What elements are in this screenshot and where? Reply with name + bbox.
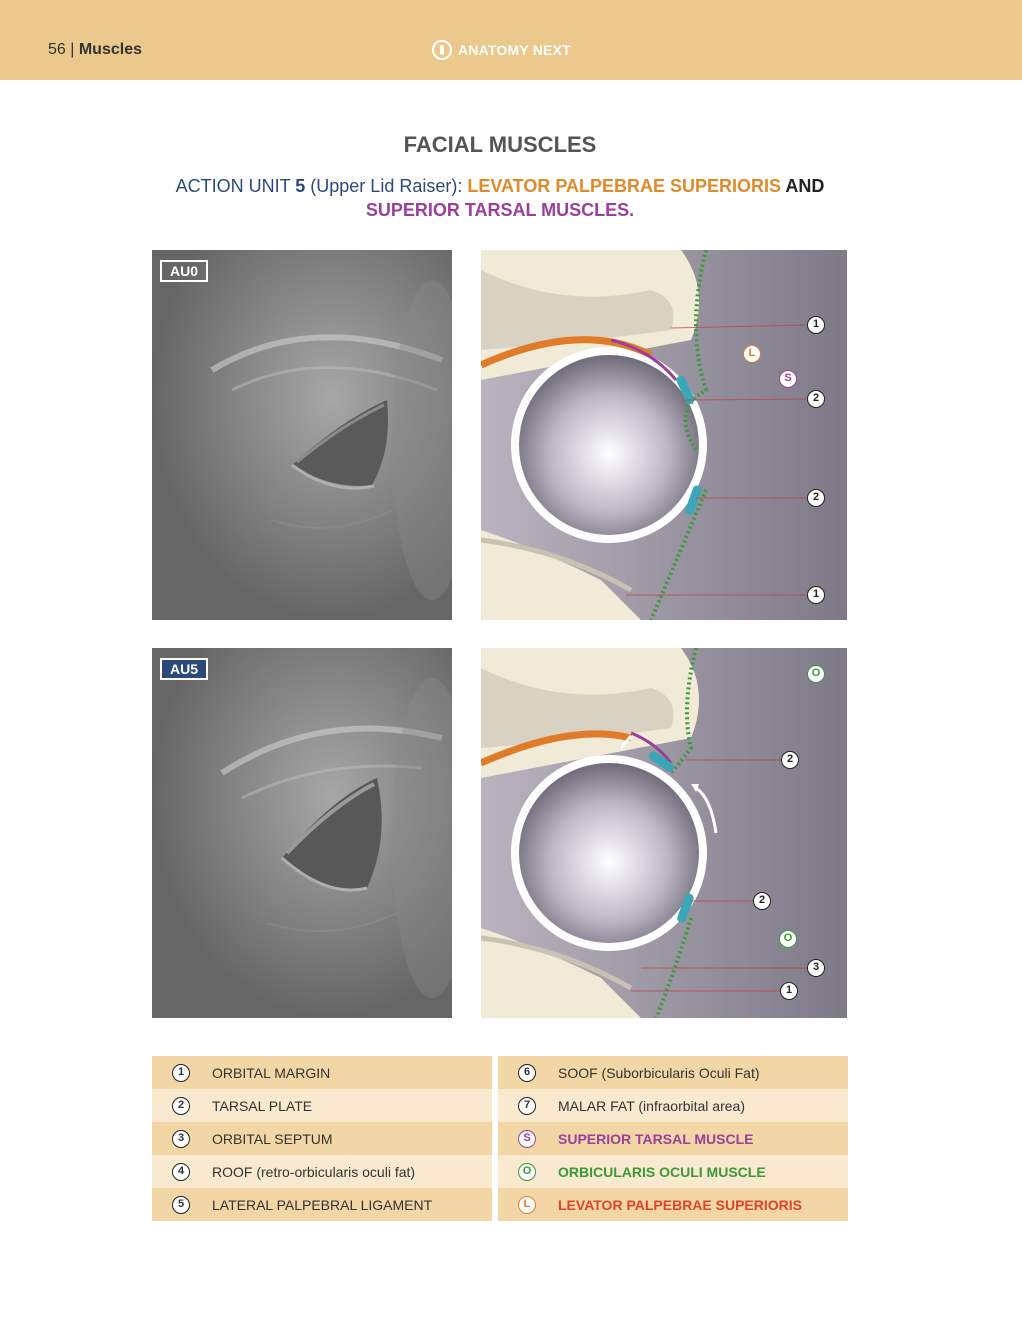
legend-item: [152, 1122, 492, 1155]
legend-number: S: [518, 1130, 536, 1148]
legend-label: TARSAL PLATE: [212, 1097, 313, 1114]
legend-label: ORBITAL MARGIN: [212, 1064, 331, 1081]
legend-number: 2: [172, 1097, 190, 1115]
page-number-section: 56 | Muscles: [48, 41, 142, 58]
callout-3: 3: [807, 959, 825, 977]
callout-1: 1: [780, 982, 798, 1000]
callout-2: 2: [807, 390, 825, 408]
callout-orbicularis: O: [807, 665, 825, 683]
legend-item: [498, 1155, 848, 1188]
eye-cross-section-au0: [481, 250, 847, 620]
eye-cross-section-au5: [481, 648, 847, 1018]
callout-2: 2: [807, 489, 825, 507]
legend-number: 3: [172, 1130, 190, 1148]
tag-au5: AU5: [160, 658, 208, 680]
legend-number: 6: [518, 1064, 536, 1082]
legend-label: ORBITAL SEPTUM: [212, 1130, 333, 1147]
section-title: Muscles: [78, 41, 142, 58]
page-number: 56: [48, 41, 66, 58]
callout-orbicularis: O: [779, 930, 797, 948]
legend-label: ORBICULARIS OCULI MUSCLE: [558, 1163, 766, 1180]
subtitle-unit-number: 5: [295, 176, 306, 196]
eye-photo-au5: [152, 648, 452, 1018]
legend-number: 5: [172, 1196, 190, 1214]
legend-item: [498, 1188, 848, 1221]
page-header: [0, 0, 1022, 80]
eye-diagram-au0: [481, 250, 847, 620]
callout-superior-tarsal: S: [779, 370, 797, 388]
page-subtitle: [0, 174, 1000, 222]
legend-label: MALAR FAT (infraorbital area): [558, 1097, 745, 1114]
legend-item: [152, 1089, 492, 1122]
callout-2: 2: [781, 751, 799, 769]
legend-label: LATERAL PALPEBRAL LIGAMENT: [212, 1196, 433, 1213]
eye-render-au5: [152, 648, 452, 1018]
brand-logo-icon: [432, 40, 452, 60]
legend-number: O: [518, 1163, 536, 1181]
legend-item: [152, 1056, 492, 1089]
legend-table: [152, 1056, 848, 1224]
callout-levator: L: [743, 345, 761, 363]
legend-item: [498, 1056, 848, 1089]
legend-label: ROOF (retro-orbicularis oculi fat): [212, 1163, 416, 1180]
legend-item: [152, 1188, 492, 1221]
brand: [432, 40, 571, 60]
eye-render-au0: [152, 250, 452, 620]
legend-number: L: [518, 1196, 536, 1214]
legend-label: SOOF (Suborbicularis Oculi Fat): [558, 1064, 760, 1081]
subtitle-prefix: ACTION UNIT: [175, 176, 296, 196]
eye-photo-au0: [152, 250, 452, 620]
legend-label: SUPERIOR TARSAL MUSCLE: [558, 1130, 754, 1147]
page-title: FACIAL MUSCLES: [403, 132, 597, 157]
legend-item: [498, 1122, 848, 1155]
brand-name: ANATOMY NEXT: [458, 42, 571, 58]
legend-number: 4: [172, 1163, 190, 1181]
tag-au0: AU0: [160, 260, 208, 282]
legend-number: 1: [172, 1064, 190, 1082]
eye-diagram-au5: [481, 648, 847, 1018]
subtitle-conjunction: AND: [781, 176, 825, 196]
legend-item: [152, 1155, 492, 1188]
subtitle-muscle-2: SUPERIOR TARSAL MUSCLES.: [365, 200, 635, 220]
legend-label: LEVATOR PALPEBRAE SUPERIORIS: [558, 1196, 802, 1213]
subtitle-unit-desc: (Upper Lid Raiser):: [305, 176, 468, 196]
legend-number: 7: [518, 1097, 536, 1115]
legend-item: [498, 1089, 848, 1122]
callout-1: 1: [807, 586, 825, 604]
callout-2: 2: [753, 892, 771, 910]
subtitle-muscle-1: LEVATOR PALPEBRAE SUPERIORIS: [467, 176, 782, 196]
callout-1: 1: [807, 316, 825, 334]
